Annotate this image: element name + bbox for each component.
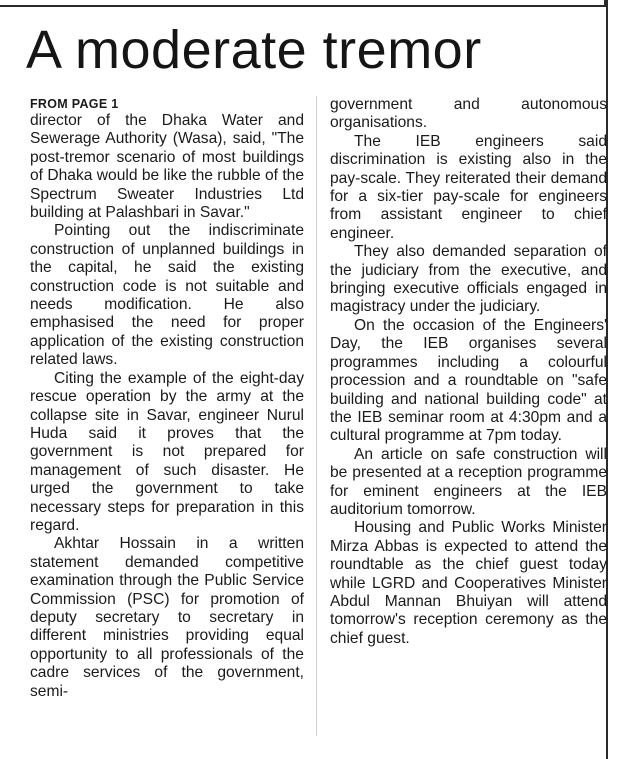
- paragraph: The IEB engineers said discrimination is existing also in the pay-scale. They reiterated their demand for a six-tier pay-scale for engineers from assistant engineer to chief engineer.: [330, 132, 607, 242]
- paragraph: Akhtar Hossain in a written statement demanded competitive examination through the Public Service Commission (PSC) for promotion of deputy secretary to secretary in different ministries providing equal opportunity to all professionals of the cadre services of the government, semi-: [30, 535, 304, 700]
- paragraph: government and autonomous organisations.: [330, 96, 607, 132]
- paragraph: Citing the example of the eight-day rescue operation by the army at the collapse site in Savar, engineer Nurul Huda said it proves that the government is not prepared for management of such disaster. He urged the government to take necessary steps for preparation in this regard.: [30, 369, 304, 534]
- paragraph: An article on safe construction will be presented at a reception programme for eminent engineers at the IEB auditorium tomorrow.: [330, 445, 607, 518]
- paragraph: On the occasion of the Engineers' Day, the IEB organises several programmes including a colourful procession and a roundtable on "safe building and national building code" at the IEB seminar room at 4:30pm and a cultural programme at 7pm today.: [330, 316, 607, 445]
- paragraph: director of the Dhaka Water and Sewerage Authority (Wasa), said, "The post-tremor scenario of most buildings of Dhaka would be like the rubble of the Spectrum Sweater Industries Ltd building at Palashbari in Savar.": [30, 112, 304, 222]
- paragraph: They also demanded separation of the judiciary from the executive, and bringing executive officials engaged in magistracy under the judiciary.: [330, 243, 607, 316]
- headline: A moderate tremor: [26, 20, 482, 80]
- paragraph: Housing and Public Works Minister Mirza Abbas is expected to attend the roundtable as the chief guest today while LGRD and Cooperatives Minister Abdul Mannan Bhuiyan will attend tomorrow's reception ceremony as the chief guest.: [330, 519, 607, 647]
- continued-from-kicker: FROM PAGE 1: [30, 97, 119, 111]
- column-gutter: [316, 96, 317, 736]
- top-border-rule: [0, 0, 606, 7]
- article-column-right: [330, 96, 607, 648]
- paragraph: Pointing out the indiscriminate construction of unplanned buildings in the capital, he said the existing construction code is not suitable and needs modification. He also emphasised the need for proper application of the existing construction related laws.: [30, 222, 304, 369]
- article-column-left: [30, 96, 304, 701]
